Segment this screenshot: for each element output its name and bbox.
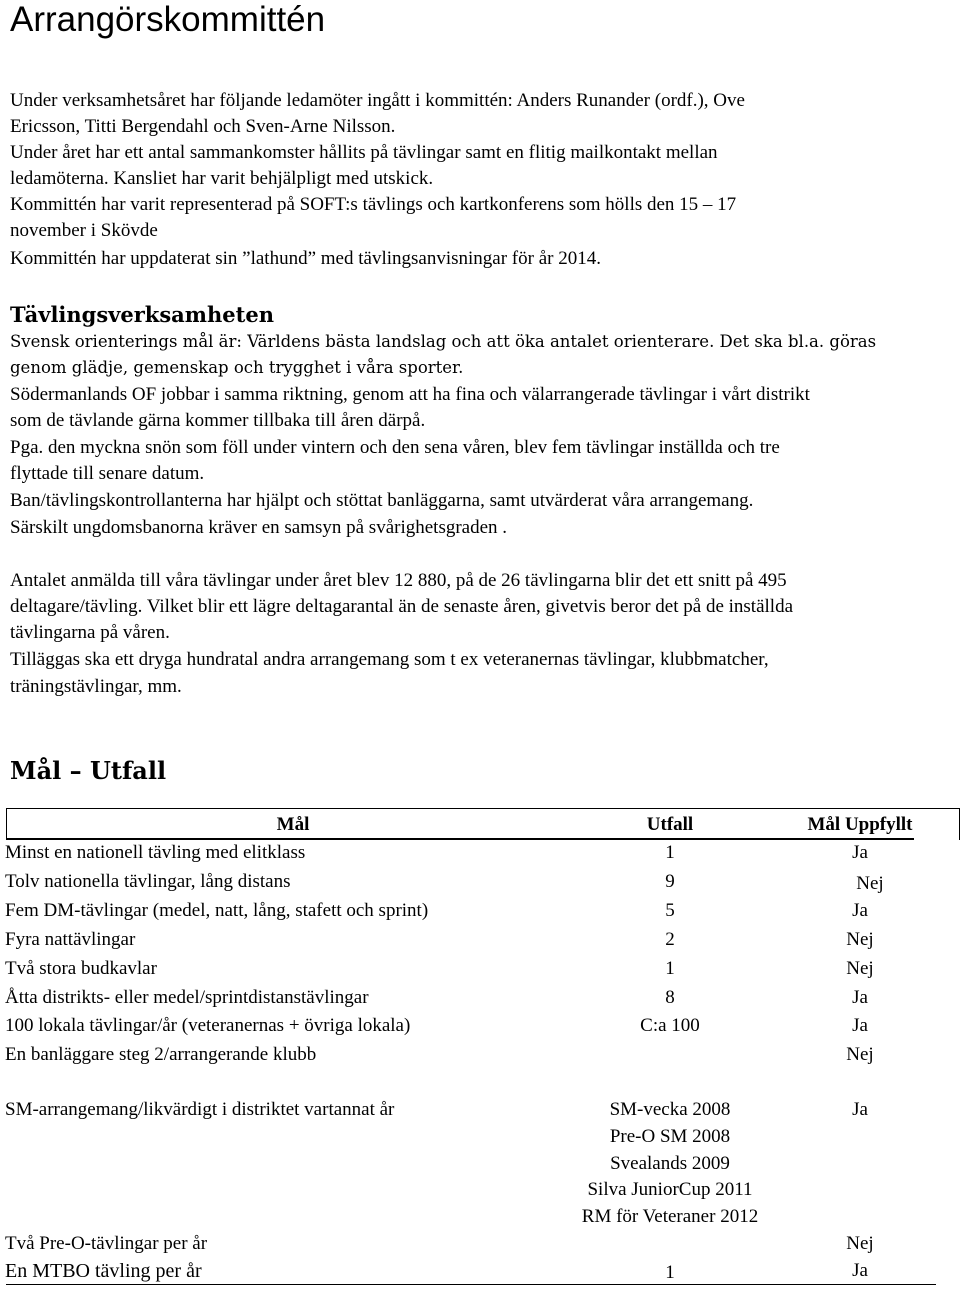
met-cell: Ja [852, 1099, 868, 1120]
section-line: flyttade till senare datum. [10, 463, 205, 484]
section-line: Särskilt ungdomsbanorna kräver en samsyn på svårighetsgraden . [10, 517, 508, 538]
met-cell: Ja [852, 1015, 868, 1036]
outcome-cell: 8 [665, 987, 675, 1008]
section-line: som de tävlande gärna kommer tillbaka till åren därpå. [10, 410, 426, 431]
goal-cell: Två stora budkavlar [5, 958, 157, 979]
goals-heading: Mål – Utfall [10, 756, 167, 785]
stats-line: träningstävlingar, mm. [10, 676, 182, 697]
outcome-cell: 5 [665, 900, 675, 921]
outcome-cell: 1 [665, 1262, 675, 1283]
intro-line: Under verksamhetsåret har följande ledamöter ingått i kommittén: Anders Runander (ordf.), Ove [10, 90, 745, 111]
intro-line: Under året har ett antal sammankomster hållits på tävlingar samt en flitig mailkontakt mellan [10, 142, 718, 163]
stats-line: Antalet anmälda till våra tävlingar under året blev 12 880, på de 26 tävlingarna blir det ett snitt på 495 [10, 570, 787, 591]
goal-cell: SM-arrangemang/likvärdigt i distriktet vartannat år [5, 1099, 395, 1120]
intro-line: november i Skövde [10, 220, 158, 241]
outcome-cell: RM för Veteraner 2012 [581, 1206, 759, 1227]
section-line: Ban/tävlingskontrollanterna har hjälpt och stöttat banläggarna, samt utvärderat våra arrangemang. [10, 490, 754, 511]
goal-cell: En MTBO tävling per år [5, 1260, 202, 1282]
met-cell: Nej [846, 958, 874, 979]
met-cell: Ja [852, 900, 868, 921]
goal-cell: 100 lokala tävlingar/år (veteranernas + övriga lokala) [5, 1015, 411, 1036]
outcome-cell: 1 [665, 958, 675, 979]
stats-line: Tilläggas ska ett dryga hundratal andra arrangemang som t ex veteranernas tävlingar, klubbmatcher, [10, 649, 769, 670]
intro-line: Ericsson, Titti Bergendahl och Sven-Arne Nilsson. [10, 116, 396, 137]
met-cell: Nej [846, 1233, 874, 1254]
outcome-cell: Svealands 2009 [610, 1153, 730, 1174]
section-line: Pga. den myckna snön som föll under vintern och den sena våren, blev fem tävlingar inställda och tre [10, 437, 780, 458]
goal-cell: Åtta distrikts- eller medel/sprintdistanstävlingar [5, 987, 369, 1008]
stats-line: tävlingarna på våren. [10, 622, 170, 643]
outcome-cell: 2 [665, 929, 675, 950]
outcome-cell: SM-vecka 2008 [609, 1099, 731, 1120]
page-title: Arrangörskommittén [10, 0, 326, 39]
section-line: Svensk orienterings mål är: Världens bästa landslag och att öka antalet orienterare. Det ska bl.a. göras [10, 332, 877, 351]
table-bottom-rule [6, 1284, 936, 1285]
outcome-cell: Pre-O SM 2008 [609, 1126, 731, 1147]
met-cell: Nej [846, 929, 874, 950]
met-cell: Nej [856, 873, 884, 894]
stats-line: deltagare/tävling. Vilket blir ett lägre deltagarantal än de senaste åren, givetvis beror det på de inställda [10, 596, 794, 617]
outcome-cell: C:a 100 [640, 1015, 700, 1036]
column-header-goal: Mål [276, 814, 310, 835]
intro-line: ledamöterna. Kansliet har varit behjälpligt med utskick. [10, 168, 434, 189]
goal-cell: Fyra nattävlingar [5, 929, 136, 950]
section-line: Södermanlands OF jobbar i samma riktning, genom att ha fina och välarrangerade tävlingar i vårt distrikt [10, 384, 810, 405]
outcome-cell: 9 [665, 871, 675, 892]
goal-cell: Fem DM-tävlingar (medel, natt, lång, stafett och sprint) [5, 900, 429, 921]
met-cell: Ja [852, 1260, 868, 1281]
column-header-outcome: Utfall [646, 814, 694, 835]
intro-line: Kommittén har varit representerad på SOFT:s tävlings och kartkonferens som hölls den 15 – 17 [10, 194, 737, 215]
column-header-met: Mål Uppfyllt [807, 814, 913, 835]
outcome-cell: Silva JuniorCup 2011 [587, 1179, 753, 1200]
met-cell: Ja [852, 987, 868, 1008]
section-heading-tavlingsverksamheten: Tävlingsverksamheten [10, 302, 274, 327]
met-cell: Nej [846, 1044, 874, 1065]
met-cell: Ja [852, 842, 868, 863]
outcome-cell: 1 [665, 842, 675, 863]
goal-cell: Minst en nationell tävling med elitklass [5, 842, 306, 863]
goal-cell: En banläggare steg 2/arrangerande klubb [5, 1044, 317, 1065]
goal-cell: Tolv nationella tävlingar, lång distans [5, 871, 291, 892]
section-line: genom glädje, gemenskap och trygghet i våra sporter. [10, 358, 464, 377]
intro-line: Kommittén har uppdaterat sin ”lathund” med tävlingsanvisningar för år 2014. [10, 248, 601, 269]
goal-cell: Två Pre-O-tävlingar per år [5, 1233, 208, 1254]
